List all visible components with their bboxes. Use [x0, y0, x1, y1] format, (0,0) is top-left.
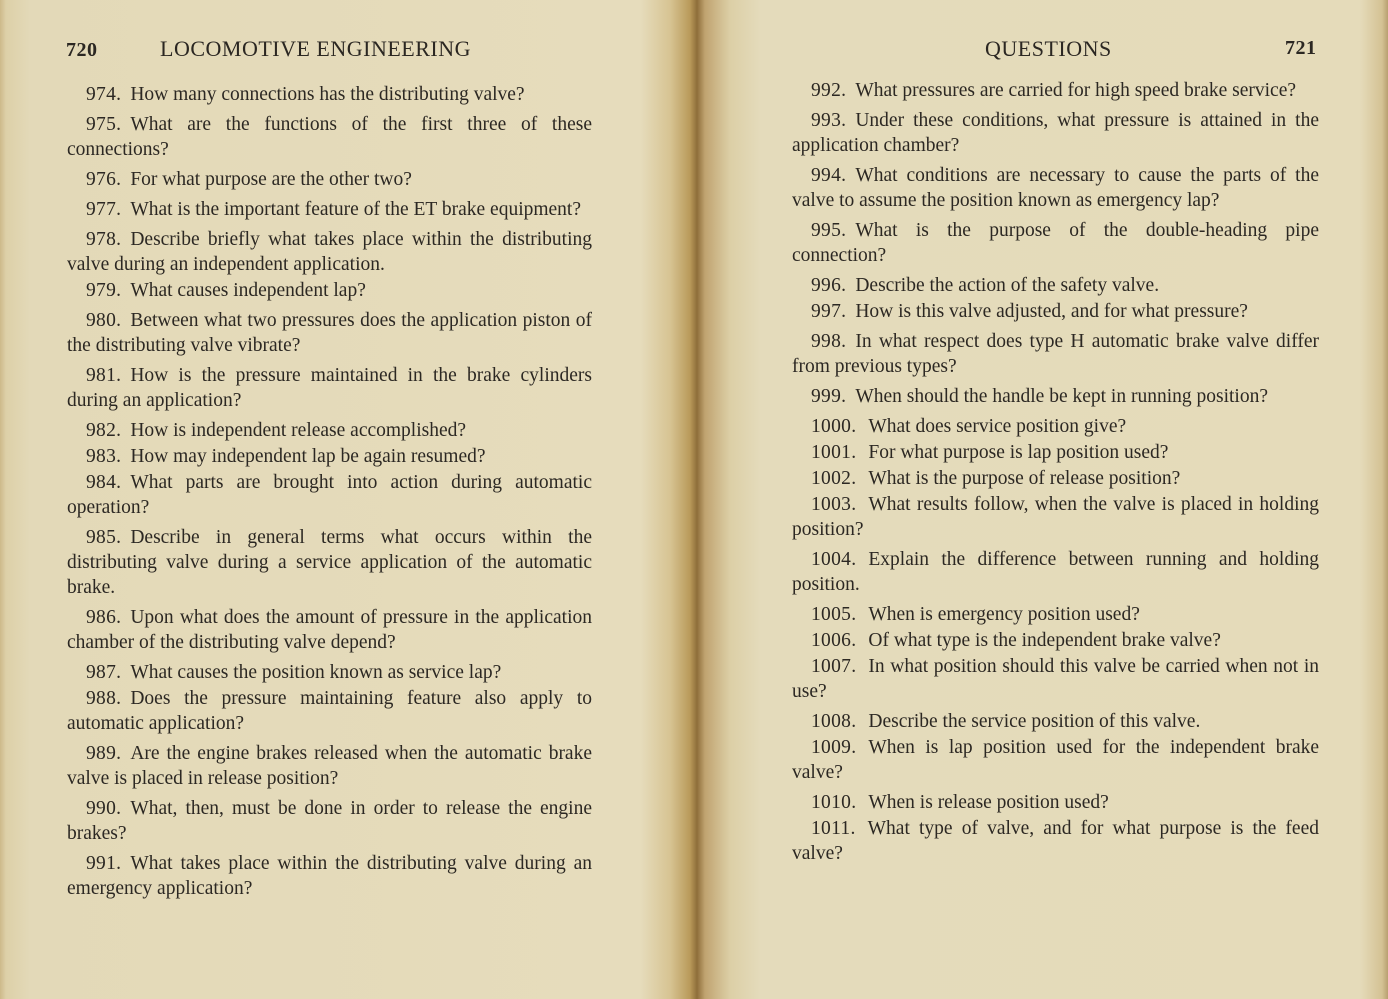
question-number: 997.	[811, 301, 847, 322]
question-item	[792, 329, 1319, 379]
question-text: What does service position give?	[868, 416, 1127, 437]
question-number: 989.	[86, 743, 122, 764]
question-item	[792, 163, 1319, 213]
question-number: 1008.	[811, 711, 857, 732]
question-text: How is the pressure maintained in the brake cylinders during an application?	[67, 365, 592, 411]
question-list	[67, 82, 592, 906]
running-head: LOCOMOTIVE ENGINEERING	[160, 36, 472, 61]
question-text: When is lap position used for the independent brake valve?	[792, 737, 1319, 783]
question-text: How many connections has the distributing valve?	[130, 84, 525, 105]
question-number: 979.	[86, 280, 122, 301]
question-text: What results follow, when the valve is placed in holding position?	[792, 494, 1319, 540]
question-number: 980.	[86, 310, 122, 331]
question-item	[67, 741, 592, 791]
question-number: 1006.	[811, 630, 857, 651]
question-number: 1002.	[811, 468, 857, 489]
question-item	[67, 418, 592, 443]
question-item	[792, 440, 1319, 465]
question-item	[67, 796, 592, 846]
question-item	[792, 384, 1319, 409]
question-number: 982.	[86, 420, 122, 441]
question-number: 975.	[86, 114, 122, 135]
question-text: Does the pressure maintaining feature also apply to automatic application?	[67, 688, 592, 734]
question-item	[67, 605, 592, 655]
question-number: 974.	[86, 84, 122, 105]
question-number: 986.	[86, 607, 122, 628]
question-text: What are the functions of the first three of these connections?	[67, 114, 592, 160]
question-number: 990.	[86, 798, 122, 819]
question-item	[67, 444, 592, 469]
question-item	[67, 308, 592, 358]
question-text: How may independent lap be again resumed?	[130, 446, 486, 467]
question-item	[67, 82, 592, 107]
question-text: What type of valve, and for what purpose is the feed valve?	[792, 818, 1319, 864]
question-text: Describe in general terms what occurs within the distributing valve during a service application of the automatic brake.	[67, 527, 592, 598]
question-text: What is the important feature of the ET brake equipment?	[130, 199, 582, 220]
question-number: 999.	[811, 386, 847, 407]
question-text: How is this valve adjusted, and for what pressure?	[855, 301, 1248, 322]
question-item	[67, 167, 592, 192]
question-list	[792, 78, 1319, 871]
question-number: 992.	[811, 80, 847, 101]
question-text: Are the engine brakes released when the automatic brake valve is placed in release position?	[67, 743, 592, 789]
question-number: 978.	[86, 229, 122, 250]
question-text: What parts are brought into action during automatic operation?	[67, 472, 592, 518]
question-item	[792, 108, 1319, 158]
question-text: Upon what does the amount of pressure in the application chamber of the distributing valve depend?	[67, 607, 592, 653]
question-item	[792, 299, 1319, 324]
question-number: 1011.	[811, 818, 856, 839]
question-number: 981.	[86, 365, 122, 386]
question-item	[792, 273, 1319, 298]
question-text: When is release position used?	[868, 792, 1109, 813]
question-number: 1000.	[811, 416, 857, 437]
question-text: Describe briefly what takes place within the distributing valve during an independent application.	[67, 229, 592, 275]
question-text: What pressures are carried for high speed brake service?	[855, 80, 1297, 101]
question-item	[67, 278, 592, 303]
question-number: 994.	[811, 165, 847, 186]
question-text: Between what two pressures does the application piston of the distributing valve vibrate?	[67, 310, 592, 356]
question-text: Explain the difference between running and holding position.	[792, 549, 1319, 595]
page-number: 720	[66, 39, 98, 61]
question-number: 1010.	[811, 792, 857, 813]
question-item	[792, 654, 1319, 704]
question-text: What is the purpose of release position?	[868, 468, 1181, 489]
question-number: 1009.	[811, 737, 857, 758]
question-item	[67, 851, 592, 901]
question-number: 988.	[86, 688, 122, 709]
question-text: When is emergency position used?	[868, 604, 1140, 625]
right-page	[700, 0, 1388, 999]
question-number: 1005.	[811, 604, 857, 625]
question-item	[792, 218, 1319, 268]
question-text: Describe the service position of this valve.	[868, 711, 1201, 732]
question-item	[792, 790, 1319, 815]
question-number: 987.	[86, 662, 122, 683]
running-head: QUESTIONS	[985, 36, 1112, 61]
question-text: In what respect does type H automatic brake valve differ from previous types?	[792, 331, 1319, 377]
question-number: 985.	[86, 527, 122, 548]
question-number: 1001.	[811, 442, 857, 463]
question-number: 998.	[811, 331, 847, 352]
question-text: How is independent release accomplished?	[130, 420, 467, 441]
question-item	[67, 686, 592, 736]
question-number: 996.	[811, 275, 847, 296]
question-number: 995.	[811, 220, 847, 241]
question-text: For what purpose are the other two?	[130, 169, 412, 190]
question-item	[67, 470, 592, 520]
question-item	[67, 660, 592, 685]
question-text: What, then, must be done in order to release the engine brakes?	[67, 798, 592, 844]
question-text: What is the purpose of the double-heading pipe connection?	[792, 220, 1319, 266]
question-text: Describe the action of the safety valve.	[855, 275, 1160, 296]
question-item	[792, 735, 1319, 785]
question-text: What causes independent lap?	[130, 280, 366, 301]
question-item	[67, 197, 592, 222]
question-number: 991.	[86, 853, 122, 874]
question-item	[67, 227, 592, 277]
question-text: What causes the position known as service lap?	[130, 662, 502, 683]
question-item	[67, 363, 592, 413]
question-text: Under these conditions, what pressure is attained in the application chamber?	[792, 110, 1319, 156]
question-item	[792, 492, 1319, 542]
question-number: 976.	[86, 169, 122, 190]
question-text: What takes place within the distributing valve during an emergency application?	[67, 853, 592, 899]
question-number: 984.	[86, 472, 122, 493]
question-item	[792, 709, 1319, 734]
question-number: 983.	[86, 446, 122, 467]
question-number: 1003.	[811, 494, 857, 515]
question-item	[792, 547, 1319, 597]
question-text: What conditions are necessary to cause the parts of the valve to assume the position known as emergency lap?	[792, 165, 1319, 211]
question-text: Of what type is the independent brake valve?	[868, 630, 1221, 651]
question-text: For what purpose is lap position used?	[868, 442, 1169, 463]
question-number: 977.	[86, 199, 122, 220]
question-item	[792, 628, 1319, 653]
page-number: 721	[1285, 37, 1317, 59]
question-text: In what position should this valve be carried when not in use?	[792, 656, 1319, 702]
question-number: 1004.	[811, 549, 857, 570]
question-item	[792, 78, 1319, 103]
question-text: When should the handle be kept in running position?	[855, 386, 1268, 407]
question-item	[792, 414, 1319, 439]
question-item	[792, 816, 1319, 866]
question-number: 993.	[811, 110, 847, 131]
question-item	[67, 112, 592, 162]
question-item	[792, 602, 1319, 627]
question-item	[67, 525, 592, 600]
left-page	[0, 0, 690, 999]
question-number: 1007.	[811, 656, 857, 677]
question-item	[792, 466, 1319, 491]
